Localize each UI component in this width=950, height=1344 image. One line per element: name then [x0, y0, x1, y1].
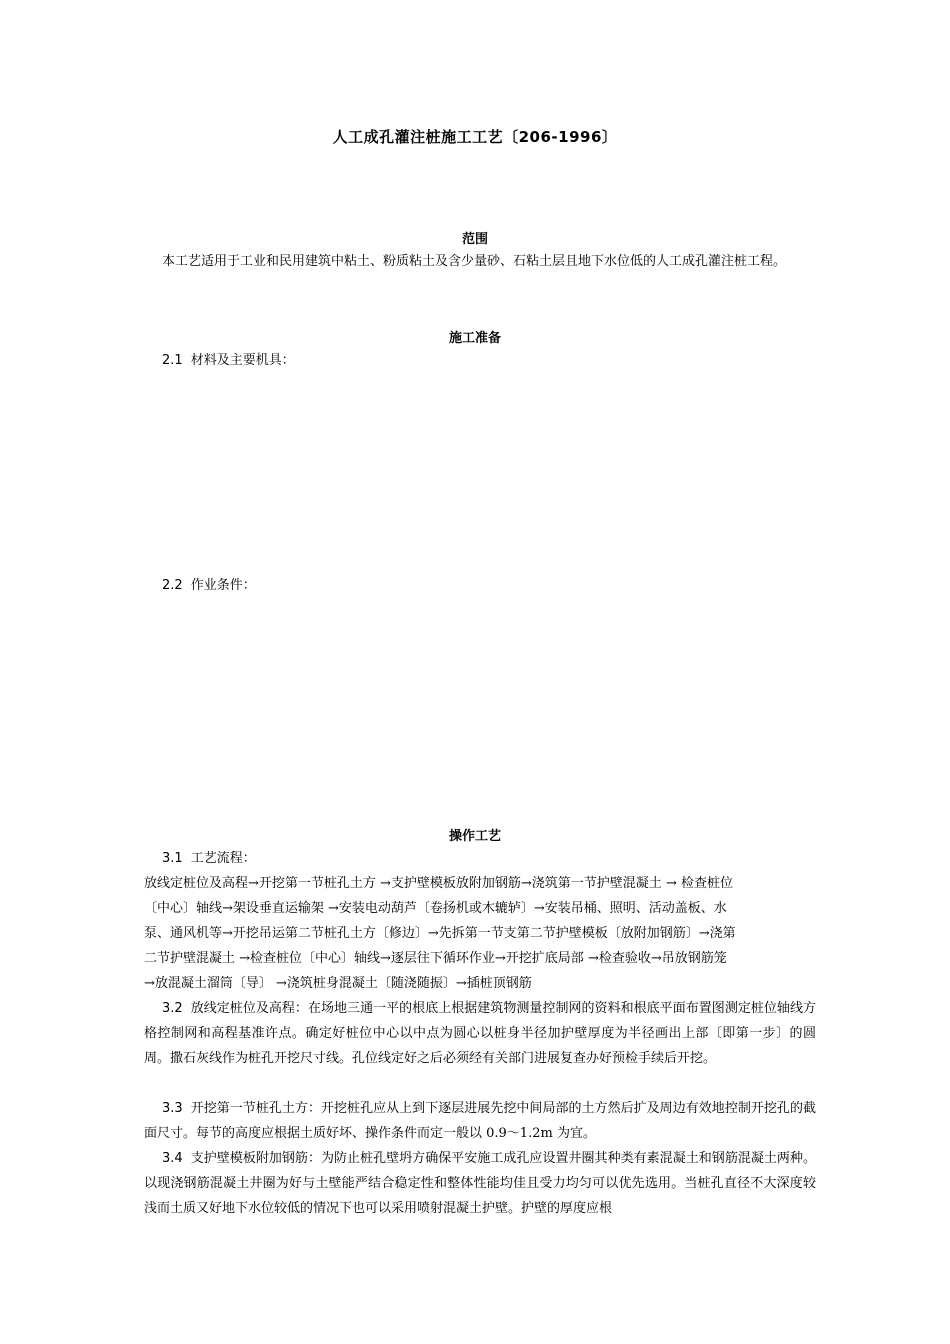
- section-heading-prep: 施工准备: [448, 331, 501, 346]
- item-2-1-number: 2.1: [162, 353, 183, 368]
- item-3-4-paragraph: [144, 1146, 816, 1221]
- scope-paragraph: 本工艺适用于工业和民用建筑中粘土、粉质粘土及含少量砂、石粘土层且地下水位低的人工成孔灌注桩工程。: [162, 254, 787, 269]
- item-3-1-number: 3.1: [162, 851, 183, 866]
- process-flow-line: 〔中心〕轴线→架设垂直运输架 →安装电动葫芦〔卷扬机或木辘轳〕→安装吊桶、照明、活动盖板、水: [144, 901, 727, 916]
- item-3-1-text: 工艺流程：: [190, 851, 256, 866]
- item-3-2-text: 放线定桩位及高程：在场地三通一平的根底上根据建筑物测量控制网的资料和根底平面布置图测定桩位轴线方格控制网和高程基准许点。确定好桩位中心以中点为圆心以桩身半径加护壁厚度为半径画出上部〔即第一步〕的圆周。撒石灰线作为桩孔开挖尺寸线。孔位线定好之后必须经有关部门进展复查办好预检手续后开挖。: [144, 1001, 816, 1066]
- item-3-3-text: 开挖第一节桩孔土方：开挖桩孔应从上到下逐层进展先挖中间局部的土方然后扩及周边有效地控制开挖孔的截面尺寸。每节的高度应根据土质好坏、操作条件而定一般以 0.9～1.2m 为宜。: [144, 1101, 816, 1141]
- item-3-2-number: 3.2: [162, 1001, 183, 1016]
- process-flow-line: 二节护壁混凝土 →检查桩位〔中心〕轴线→逐层往下循环作业→开挖扩底局部 →检查验收→吊放钢筋笼: [144, 951, 727, 966]
- item-3-1: [162, 846, 256, 871]
- section-heading-ops: 操作工艺: [448, 829, 501, 844]
- item-3-4-number: 3.4: [162, 1151, 183, 1166]
- document-title: 人工成孔灌注桩施工工艺〔206-1996〕: [332, 128, 618, 146]
- process-flow-line: →放混凝土溜筒〔导〕 →浇筑桩身混凝土〔随浇随振〕→插桩顶钢筋: [144, 976, 532, 991]
- item-3-3-number: 3.3: [162, 1101, 183, 1116]
- item-2-2: [162, 573, 256, 598]
- process-flow-line: 放线定桩位及高程→开挖第一节桩孔土方 →支护壁模板放附加钢筋→浇筑第一节护壁混凝土 → 检查桩位: [144, 876, 733, 891]
- item-3-4-text: 支护壁模板附加钢筋：为防止桩孔壁坍方确保平安施工成孔应设置井圈其种类有素混凝土和钢筋混凝土两种。以现浇钢筋混凝土井圈为好与土壁能严结合稳定性和整体性能均佳且受力均匀可以优先选用。当桩孔直径不大深度较浅而土质又好地下水位较低的情况下也可以采用喷射混凝土护壁。护壁的厚度应根: [144, 1151, 816, 1216]
- item-3-3-paragraph: [144, 1096, 816, 1146]
- item-3-2-paragraph: [144, 996, 816, 1071]
- item-2-2-text: 作业条件：: [190, 578, 256, 593]
- item-2-1: [162, 348, 295, 373]
- process-flow-line: 泵、通风机等→开挖吊运第二节桩孔土方〔修边〕→先拆第一节支第二节护壁模板〔放附加钢筋〕→浇第: [144, 926, 736, 941]
- process-flow: [144, 871, 816, 996]
- section-heading-scope: 范围: [461, 232, 488, 247]
- item-2-1-text: 材料及主要机具：: [190, 353, 295, 368]
- item-2-2-number: 2.2: [162, 578, 183, 593]
